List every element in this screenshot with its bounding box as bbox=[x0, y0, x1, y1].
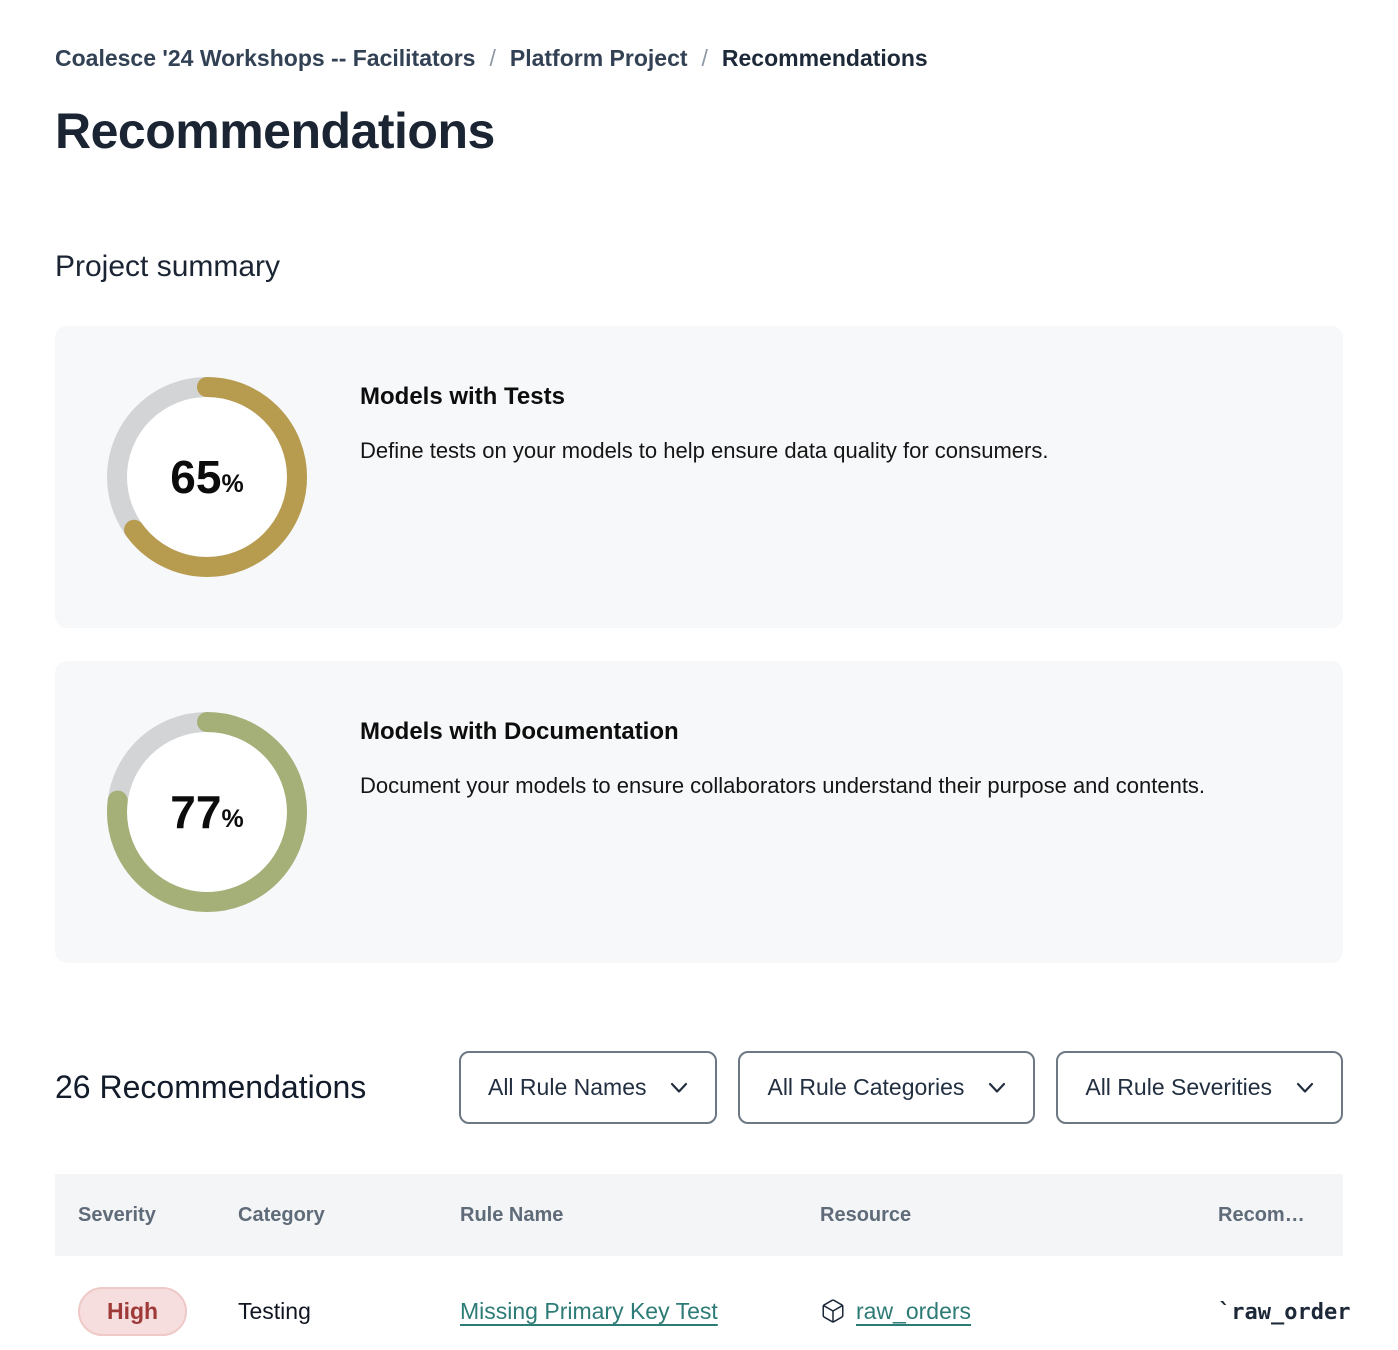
percent-sign: % bbox=[221, 469, 244, 498]
percent-value: 77 bbox=[170, 786, 222, 838]
filter-label: All Rule Names bbox=[487, 1074, 647, 1100]
column-header-severity: Severity bbox=[78, 1203, 156, 1226]
breadcrumb-item-platform-project[interactable]: Platform Project bbox=[509, 45, 688, 71]
breadcrumb-separator: / bbox=[489, 45, 496, 71]
filter-group bbox=[459, 1051, 1343, 1124]
chevron-down-icon bbox=[1296, 1082, 1314, 1094]
filter-rule-categories-dropdown[interactable] bbox=[738, 1051, 1035, 1124]
column-header-recommendation: Recom… bbox=[1218, 1203, 1305, 1226]
card-title: Models with Documentation bbox=[360, 718, 679, 745]
rule-name-link[interactable]: Missing Primary Key Test bbox=[460, 1297, 718, 1324]
recommendation-code: `raw_order bbox=[1218, 1299, 1351, 1325]
percent-sign: % bbox=[221, 804, 244, 833]
chevron-down-icon bbox=[988, 1082, 1006, 1094]
chevron-down-icon bbox=[670, 1082, 688, 1094]
donut-chart-tests bbox=[107, 377, 307, 577]
filter-rule-severities-dropdown[interactable] bbox=[1056, 1051, 1343, 1124]
table-header-row bbox=[55, 1174, 1343, 1256]
summary-card-models-with-tests bbox=[55, 326, 1343, 628]
filter-label: All Rule Categories bbox=[767, 1074, 965, 1100]
cube-icon bbox=[820, 1298, 846, 1324]
recommendations-table bbox=[55, 1174, 1351, 1350]
donut-percent-label bbox=[107, 377, 307, 577]
percent-value: 65 bbox=[170, 451, 222, 503]
rule-name-cell bbox=[460, 1298, 820, 1325]
card-title: Models with Tests bbox=[360, 383, 565, 410]
breadcrumb-item-recommendations: Recommendations bbox=[721, 45, 928, 71]
summary-card-models-with-documentation bbox=[55, 661, 1343, 963]
breadcrumb-separator: / bbox=[701, 45, 708, 71]
recommendations-count-heading: 26 Recommendations bbox=[55, 1069, 367, 1105]
severity-badge-high: High bbox=[78, 1287, 187, 1336]
recommendation-cell bbox=[1218, 1298, 1350, 1325]
column-header-category: Category bbox=[238, 1203, 325, 1226]
card-description: Define tests on your models to help ensure data quality for consumers. bbox=[360, 438, 1049, 463]
breadcrumb-item-project[interactable]: Coalesce '24 Workshops -- Facilitators bbox=[55, 45, 476, 71]
card-text-block bbox=[360, 326, 1048, 467]
filter-rule-names-dropdown[interactable] bbox=[459, 1051, 718, 1124]
resource-link[interactable]: raw_orders bbox=[856, 1297, 972, 1324]
card-text-block bbox=[360, 661, 1205, 802]
donut-percent-label bbox=[107, 712, 307, 912]
table-row bbox=[55, 1256, 1351, 1350]
column-header-rule-name: Rule Name bbox=[460, 1203, 564, 1226]
donut-chart-documentation bbox=[107, 712, 307, 912]
project-summary-heading: Project summary bbox=[55, 250, 281, 283]
resource-cell bbox=[820, 1298, 1218, 1325]
category-cell: Testing bbox=[238, 1297, 311, 1324]
recommendations-toolbar bbox=[55, 1051, 1343, 1124]
breadcrumb bbox=[55, 45, 1343, 72]
page-title: Recommendations bbox=[55, 103, 495, 159]
severity-cell bbox=[78, 1287, 238, 1336]
card-description: Document your models to ensure collaborators understand their purpose and contents. bbox=[360, 773, 1206, 798]
column-header-resource: Resource bbox=[820, 1203, 912, 1226]
filter-label: All Rule Severities bbox=[1085, 1074, 1272, 1100]
